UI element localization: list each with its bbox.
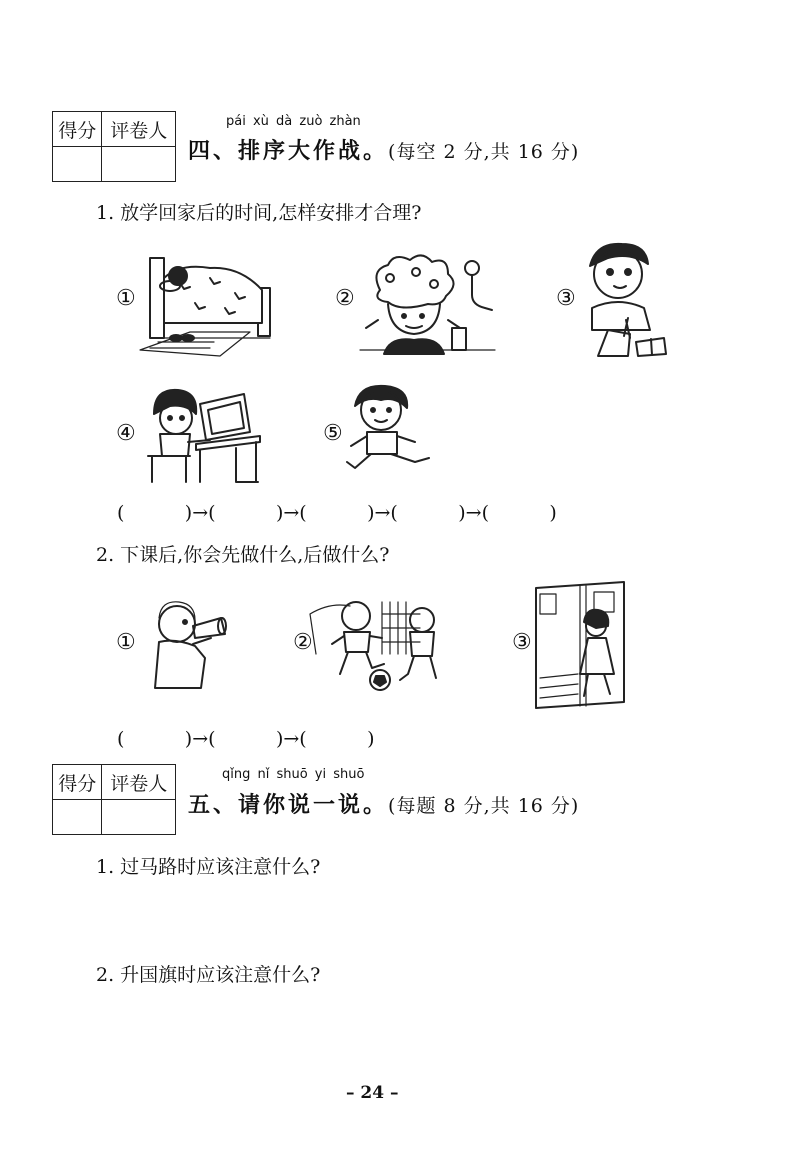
picture-number: ⑤ <box>323 421 343 446</box>
score-cell[interactable] <box>53 800 102 835</box>
section4-answer-line-2[interactable]: ( )→( )→( ) <box>117 728 375 750</box>
section4-note: (每空 2 分,共 16 分) <box>388 141 580 163</box>
picture-number: ② <box>293 630 313 655</box>
score-label: 得分 <box>53 765 102 800</box>
washing-hair-icon <box>360 250 495 355</box>
drinking-water-icon <box>145 598 230 693</box>
picture-number: ③ <box>512 630 532 655</box>
playing-football-icon <box>310 594 450 694</box>
picture-number: ③ <box>556 286 576 311</box>
section5-heading: 五、请你说一说 <box>188 793 364 818</box>
picture-number: ① <box>116 630 136 655</box>
page-number: – 24 – <box>346 1083 399 1103</box>
picture-number: ④ <box>116 421 136 446</box>
section4-answer-line-1[interactable]: ( )→( )→( )→( )→( ) <box>117 502 557 524</box>
score-label: 得分 <box>53 112 102 147</box>
section4-question-1: 1. 放学回家后的时间,怎样安排才合理? <box>96 202 422 224</box>
score-cell[interactable] <box>53 147 102 182</box>
section5-question-1: 1. 过马路时应该注意什么? <box>96 856 321 878</box>
grader-label: 评卷人 <box>102 112 176 147</box>
section4-heading: 四、排序大作战 <box>188 139 364 164</box>
running-boy-icon <box>345 384 435 484</box>
doing-homework-icon <box>578 238 668 363</box>
picture-number: ① <box>116 286 136 311</box>
score-box-section4 <box>52 111 176 182</box>
section4-period: 。 <box>363 139 389 164</box>
section5-title <box>188 788 579 819</box>
score-box-section5 <box>52 764 176 835</box>
section5-period: 。 <box>363 793 389 818</box>
going-to-toilet-icon <box>532 578 632 713</box>
using-computer-icon <box>140 384 270 484</box>
section5-note: (每题 8 分,共 16 分) <box>388 795 580 817</box>
grader-cell[interactable] <box>102 147 176 182</box>
section4-pinyin: pái xù dà zuò zhàn <box>226 114 361 129</box>
grader-label: 评卷人 <box>102 765 176 800</box>
section5-pinyin: qǐng nǐ shuō yi shuō <box>222 767 365 782</box>
section4-title <box>188 134 579 165</box>
sleeping-in-bed-icon <box>140 238 275 358</box>
picture-number: ② <box>335 286 355 311</box>
section5-question-2: 2. 升国旗时应该注意什么? <box>96 964 321 986</box>
section4-question-2: 2. 下课后,你会先做什么,后做什么? <box>96 544 390 566</box>
grader-cell[interactable] <box>102 800 176 835</box>
